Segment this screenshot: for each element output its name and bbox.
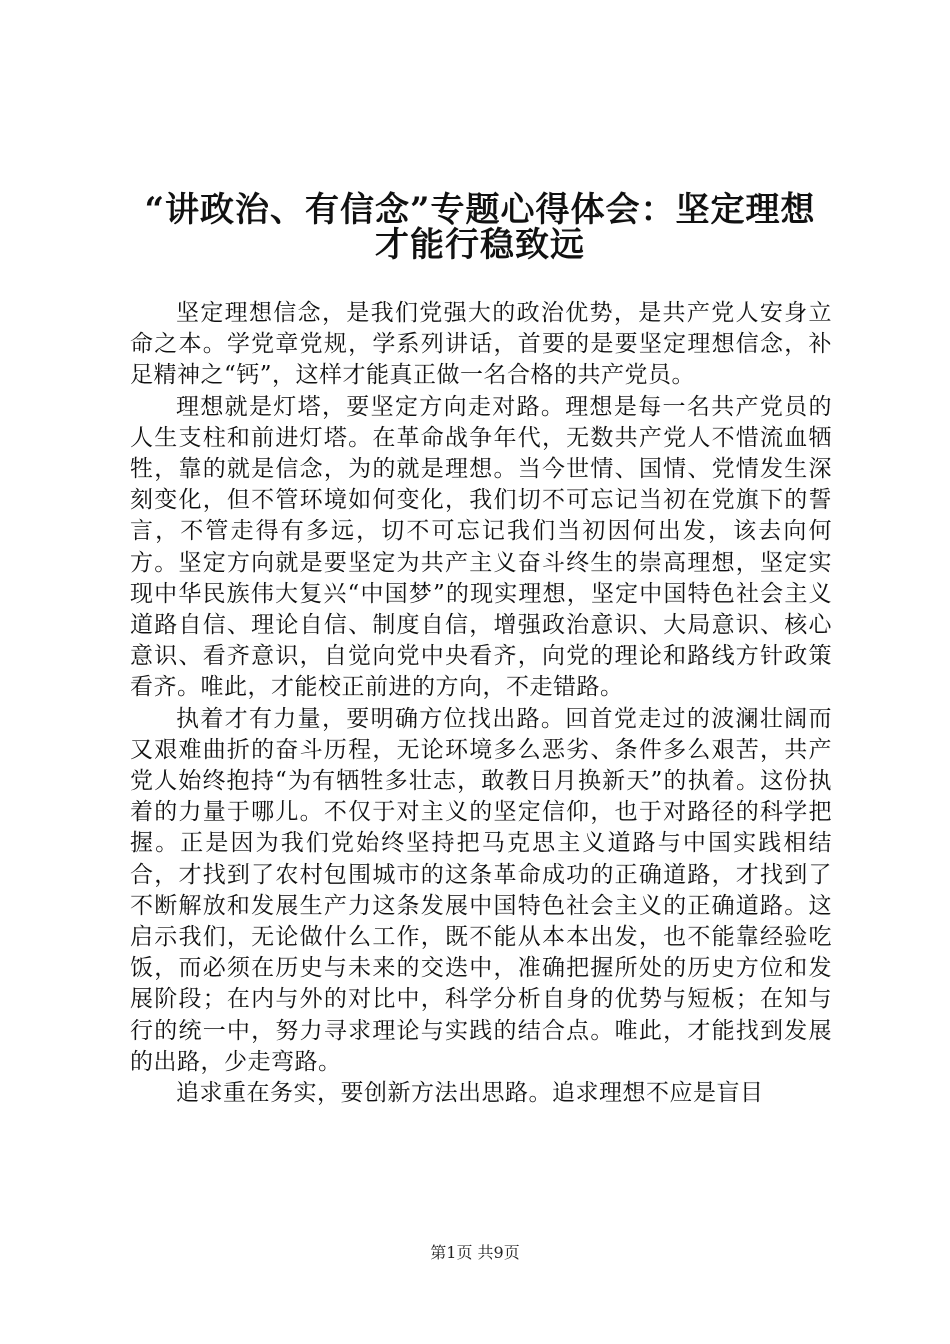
paragraph-1: 坚定理想信念，是我们党强大的政治优势，是共产党人安身立命之本。学党章党规，学系列讲话，首要的是要坚定理想信念，补足精神之“钙”，这样才能真正做一名合格的共产党员。 <box>130 300 832 389</box>
paragraph-3: 执着才有力量，要明确方位找出路。回首党走过的波澜壮阔而又艰难曲折的奋斗历程，无论环境多么恶劣、条件多么艰苦，共产党人始终抱持“为有牺牲多壮志，敢教日月换新天”的执着。这份执着的力量于哪儿。不仅于对主义的坚定信仰，也于对路径的科学把握。正是因为我们党始终坚持把马克思主义道路与中国实践相结合，才找到了农村包围城市的这条革命成功的正确道路，才找到了不断解放和发展生产力这条发展中国特色社会主义的正确道路。这启示我们，无论做什么工作，既不能从本本出发，也不能靠经验吃饭，而必须在历史与未来的交迭中，准确把握所处的历史方位和发展阶段；在内与外的对比中，科学分析自身的优势与短板；在知与行的统一中，努力寻求理论与实践的结合点。唯此，才能找到发展的出路，少走弯路。 <box>130 705 832 1075</box>
paragraph-4: 追求重在务实，要创新方法出思路。追求理想不应是盲目 <box>176 1080 764 1107</box>
paragraph-2: 理想就是灯塔，要坚定方向走对路。理想是每一名共产党员的人生支柱和前进灯塔。在革命战争年代，无数共产党人不惜流血牺牲，靠的就是信念，为的就是理想。当今世情、国情、党情发生深刻变化，但不管环境如何变化，我们切不可忘记当初在党旗下的誓言，不管走得有多远，切不可忘记我们当初因何出发，该去向何方。坚定方向就是要坚定为共产主义奋斗终生的崇高理想，坚定实现中华民族伟大复兴“中国梦”的现实理想，坚定中国特色社会主义道路自信、理论自信、制度自信，增强政治意识、大局意识、核心意识、看齐意识，自觉向党中央看齐，向党的理论和路线方针政策看齐。唯此，才能校正前进的方向，不走错路。 <box>130 393 832 701</box>
document-title-line1: “讲政治、有信念”专题心得体会：坚定理想 <box>144 190 816 230</box>
document-title-line2: 才能行稳致远 <box>375 225 585 265</box>
page-footer: 第1页 共9页 <box>430 1243 520 1262</box>
document-body <box>130 298 832 1109</box>
